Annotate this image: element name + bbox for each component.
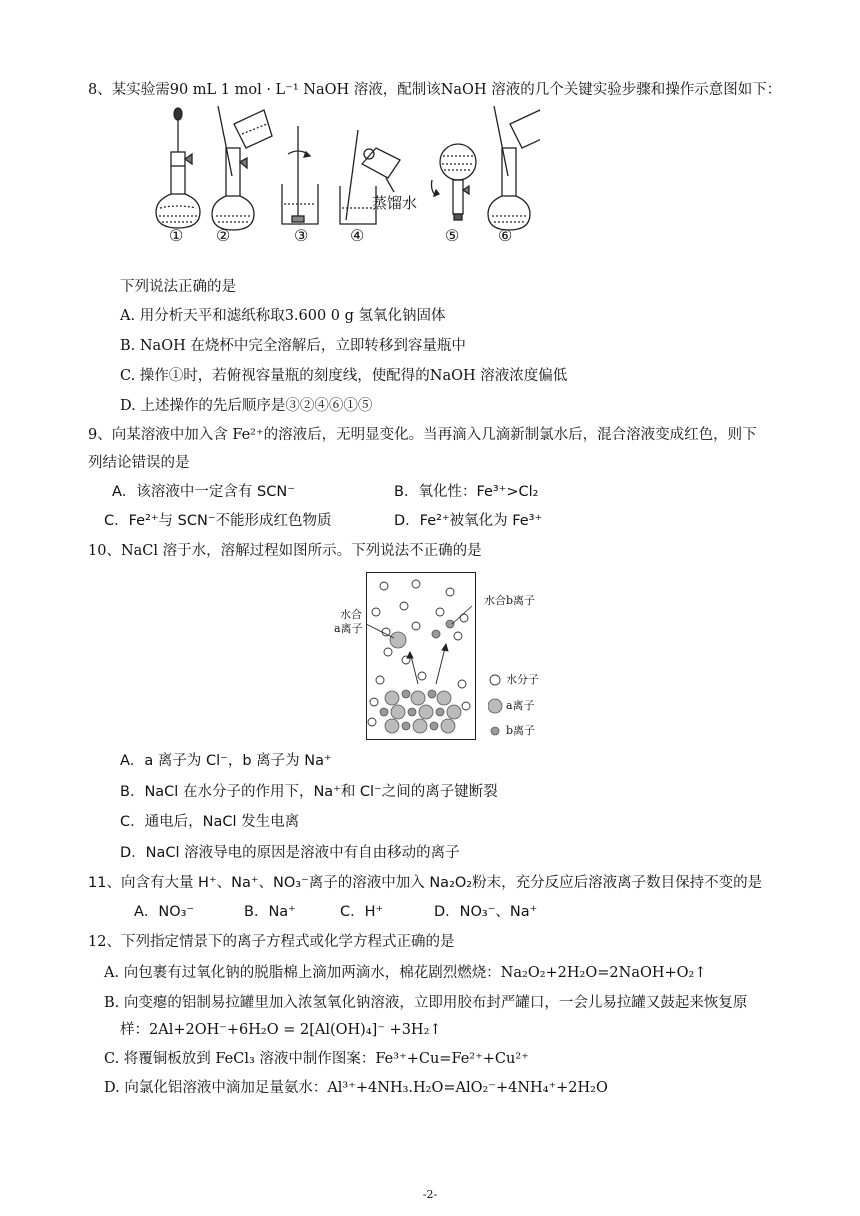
q8-option-b: B. NaOH 在烧杯中完全溶解后，立即转移到容量瓶中 <box>120 338 466 354</box>
q12-option-c: C. 将覆铜板放到 FeCl₃ 溶液中制作图案：Fe³⁺+Cu=Fe²⁺+Cu²⁺ <box>104 1051 529 1067</box>
q9-option-d: D．Fe²⁺被氧化为 Fe³⁺ <box>394 513 543 529</box>
step-label-3: ③ <box>294 226 309 245</box>
hydrated-a-label-1: 水合 <box>340 608 362 621</box>
legend-icons <box>488 672 504 736</box>
q8-option-a: A. 用分析天平和滤纸称取3.600 0 g 氢氧化钠固体 <box>120 308 446 324</box>
q8-prompt: 下列说法正确的是 <box>120 279 236 295</box>
q10-option-d: D．NaCl 溶液导电的原因是溶液中有自由移动的离子 <box>120 845 460 861</box>
q10-option-b: B．NaCl 在水分子的作用下，Na⁺和 Cl⁻之间的离子键断裂 <box>120 784 498 800</box>
q12-option-a: A. 向包裹有过氧化钠的脱脂棉上滴加两滴水，棉花剧烈燃烧：Na₂O₂+2H₂O=2NaOH+O₂↑ <box>104 965 707 981</box>
step-label-6: ⑥ <box>498 226 513 245</box>
step-label-1: ① <box>169 226 184 245</box>
q8-stem: 8、某实验需90 mL 1 mol · L⁻¹ NaOH 溶液，配制该NaOH 溶液的几个关键实验步骤和操作示意图如下： <box>88 82 782 98</box>
dropper-flask-icon <box>156 108 200 228</box>
pouring-flask-icon <box>212 106 272 230</box>
q10-option-c: C．通电后，NaCl 发生电离 <box>120 814 300 830</box>
q10-option-a: A．a 离子为 Cl⁻，b 离子为 Na⁺ <box>120 753 332 769</box>
q9-stem-line2: 列结论错误的是 <box>88 455 190 471</box>
q11-stem: 11、向含有大量 H⁺、Na⁺、NO₃⁻离子的溶液中加入 Na₂O₂粉末，充分反应后溶液离子数目保持不变的是 <box>88 875 763 891</box>
legend-water-label: 水分子 <box>506 673 539 686</box>
hydrated-b-label: 水合b离子 <box>484 594 536 607</box>
q12-option-b-line1: B. 向变瘪的铝制易拉罐里加入浓氢氧化钠溶液，立即用胶布封严罐口，一会儿易拉罐又鼓起来恢复原 <box>104 995 748 1011</box>
q9-option-b: B．氧化性：Fe³⁺>Cl₂ <box>394 484 539 500</box>
q9-option-a: A．该溶液中一定含有 SCN⁻ <box>112 484 295 500</box>
q8-option-c: C. 操作①时，若俯视容量瓶的刻度线，使配得的NaOH 溶液浓度偏低 <box>120 368 568 384</box>
q12-option-b-line2: 样：2Al+2OH⁻+6H₂O = 2[Al(OH)₄]⁻ +3H₂↑ <box>120 1022 442 1038</box>
transfer-flask-icon <box>488 106 540 230</box>
page-number: -2- <box>422 1188 438 1201</box>
q9-option-c: C．Fe²⁺与 SCN⁻不能形成红色物质 <box>104 513 332 529</box>
legend-b-ion-label: b离子 <box>506 724 536 737</box>
stirring-beaker-icon <box>282 126 318 224</box>
legend-a-ion-label: a离子 <box>506 699 535 712</box>
step-label-5: ⑤ <box>445 226 460 245</box>
q10-stem: 10、NaCl 溶于水，溶解过程如图所示。下列说法不正确的是 <box>88 543 482 559</box>
shaking-flask-icon <box>432 144 477 220</box>
q12-option-d: D. 向氯化铝溶液中滴加足量氨水：Al³⁺+4NH₃.H₂O=AlO₂⁻+4NH₄⁺+2H₂O <box>104 1080 608 1096</box>
q11-option-a: A．NO₃⁻ <box>134 904 195 920</box>
q12-stem: 12、下列指定情景下的离子方程式或化学方程式正确的是 <box>88 934 455 950</box>
q11-option-b: B．Na⁺ <box>244 904 296 920</box>
hydrated-a-label-2: a离子 <box>334 622 363 635</box>
q11-option-c: C．H⁺ <box>340 904 384 920</box>
distilled-water-label: 蒸馏水 <box>372 194 418 212</box>
step-label-2: ② <box>216 226 231 245</box>
step-label-4: ④ <box>350 226 365 245</box>
q11-option-d: D．NO₃⁻、Na⁺ <box>434 904 538 920</box>
q8-apparatus-figure <box>150 104 540 250</box>
q8-option-d: D. 上述操作的先后顺序是③②④⑥①⑤ <box>120 398 373 414</box>
q9-stem-line1: 9、向某溶液中加入含 Fe²⁺的溶液后，无明显变化。当再滴入几滴新制氯水后，混合溶液变成红色，则下 <box>88 427 757 443</box>
